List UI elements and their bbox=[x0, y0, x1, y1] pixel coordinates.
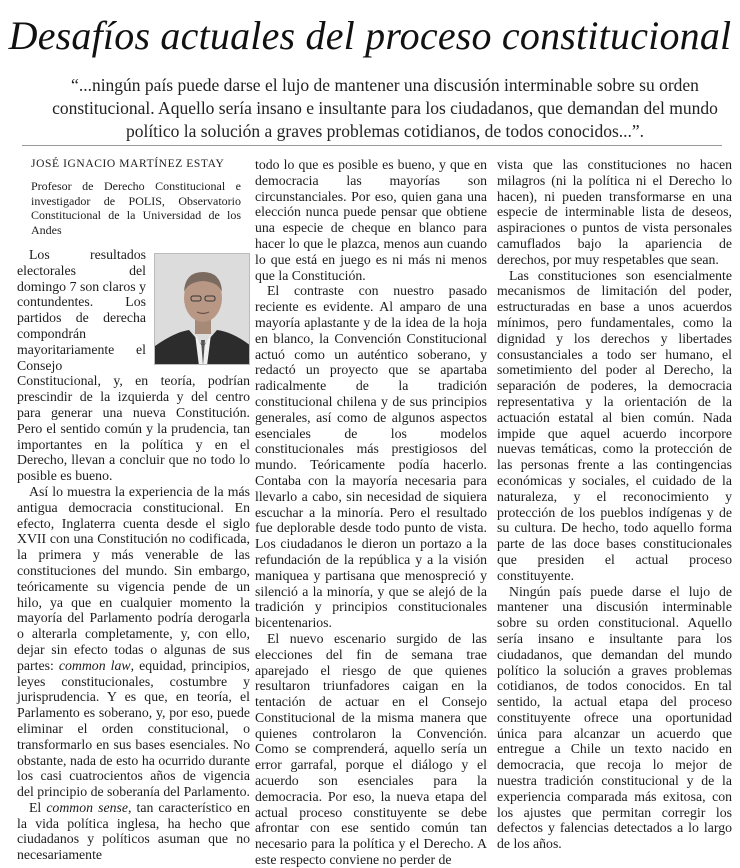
paragraph: Así lo muestra la experiencia de la más antigua democracia constitucional. En efecto, Inglaterra cuenta desde el siglo XVII con una Constitución no codificada, la primera y más venerable de las constituciones del mundo. Sin embargo, teóricamente su vigencia pende de un hilo, ya que en cualquier momento la mayoría del Parlamento podría derogarla o alterarla completamente, y, con ello, dejar sin efecto todas o algunas de sus partes: common law, equidad, principios, leyes constitucionales, costumbre y jurisprudencia. Y es que, en teoría, el Parlamento es soberano, y, por eso, puede eliminar el orden constitucional, o transformarlo en sus bases esenciales. No obstante, nada de esto ha ocurrido durante los casi cuatrocientos años de vigencia del principio de soberanía del Parlamento. bbox=[17, 483, 250, 800]
pull-quote: “...ningún país puede darse el lujo de mantener una discusión interminable sobre su orden constitucional. Aquello sería insano e insultante para los ciudadanos, que demandan del mundo político la solución a graves problemas cotidianos, de todos conocidos...”. bbox=[52, 75, 718, 141]
paragraph: El nuevo escenario surgido de las elecciones del fin de semana trae aparejado el riesgo de que quienes resultaron triunfadores caigan en la tentación de actuar en el Consejo Constitucional de la misma manera que quienes controlaron la Convención. Como se comprenderá, aquello sería un error garrafal, porque el diálogo y el acuerdo son esenciales para la democracia. Por eso, la nueva etapa del actual proceso constituyente se debe afrontar con ese sentido común tan necesario para la política y el Derecho. A este respecto conviene no perder de bbox=[255, 630, 487, 868]
column-2 bbox=[255, 157, 487, 868]
paragraph: todo lo que es posible es bueno, y que en democracia las mayorías son circunstanciales. Por eso, quien gana una elección nunca puede pensar que obtiene una especie de cheque en blanco para hacer lo que le plazca, menos aun cuando lo que está en juego es ni más ni menos que la Constitución. bbox=[255, 157, 487, 283]
paragraph: vista que las constituciones no hacen milagros (ni la política ni el Derecho lo hacen), ni pueden transformarse en una especie de interminable lista de deseos, aspiraciones o puntos de vista personales camuflados bajo la apariencia de derechos, por muy respetables que sean. bbox=[497, 157, 732, 267]
article-title: Desafíos actuales del proceso constitucional bbox=[8, 13, 732, 58]
paragraph: Ningún país puede darse el lujo de mantener una discusión interminable sobre su orden constitucional. Aquello sería insano e insultante para los ciudadanos, que demandan del mundo político la solución a graves problemas cotidianos, de todos conocidos. En tal sentido, la actual etapa del proceso constituyente ofrece una oportunidad única para alcanzar un acuerdo que entregue a Chile un texto nacido en democracia, que recoja lo mejor de nuestra tradición constitucional y de la experiencia comparada más exitosa, con los ajustes que permitan corregir los defectos y falencias detectados a lo largo de los años. bbox=[497, 583, 732, 852]
paragraph: El contraste con nuestro pasado reciente es evidente. Al amparo de una mayoría aplastante y de la idea de la hoja en blanco, la Convención Constitucional actuó como un auténtico soberano, y redactó un proyecto que se apartaba radicalmente de la tradición constitucional chilena y de sus principios generales, así como de algunos aspectos esenciales de los modelos constitucionales más prestigiosos del mundo. Teóricamente podía hacerlo. Contaba con la mayoría necesaria para llevarlo a cabo, sin necesidad de siquiera escuchar a la minoría. Pero el resultado fue deplorable desde todo punto de vista. Los ciudadanos le dieron un portazo a la refundación de la república y a la visión maniquea y partisana que menospreció y silenció a la minoría, y que se alejó de la tradición y principios constitucionales bicentenarios. bbox=[255, 283, 487, 631]
paragraph: El common sense, tan característico en la vida política inglesa, ha hecho que ciudadanos y políticos asuman que no necesariamente bbox=[17, 799, 250, 863]
author-portrait-icon bbox=[154, 253, 250, 365]
author-affiliation: Profesor de Derecho Constitucional e investigador de POLIS, Observatorio Constitucional de la Universidad de los Andes bbox=[31, 179, 241, 237]
column-1 bbox=[17, 157, 250, 863]
divider bbox=[22, 145, 722, 146]
column-3 bbox=[497, 157, 732, 852]
paragraph: Las constituciones son esencialmente mecanismos de limitación del poder, estructuradas en base a unos acuerdos mínimos, pero fundamentales, como la dignidad y los derechos y libertades consustanciales a todo ser humano, el sometimiento del poder al Derecho, la separación de poderes, la democracia representativa y la orientación de la actuación estatal al bien común. Nada impide que aquel acuerdo incorpore nuevas temáticas, como la protección de las personas frente a las contingencias económicas y sociales, el cuidado de la naturaleza, y el reconocimiento y protección de los pueblos indígenas y de su cultura. De hecho, todo aquello forma parte de las doce bases constitucionales que presiden el actual proceso constituyente. bbox=[497, 267, 732, 583]
author-name: JOSÉ IGNACIO MARTÍNEZ ESTAY bbox=[31, 158, 225, 170]
paragraph: Los resultados electorales del domingo 7 son claros y contundentes. Los partidos de derecha compondrán mayoritariamente el Consejo Constitucional, y, en teoría, podrían prescindir de la izquierda y del centro para generar una nueva Constitución. Pero el sentido común y la prudencia, tan importantes en la política y en el Derecho, llevan a concluir que no todo lo posible es bueno. bbox=[17, 247, 250, 484]
